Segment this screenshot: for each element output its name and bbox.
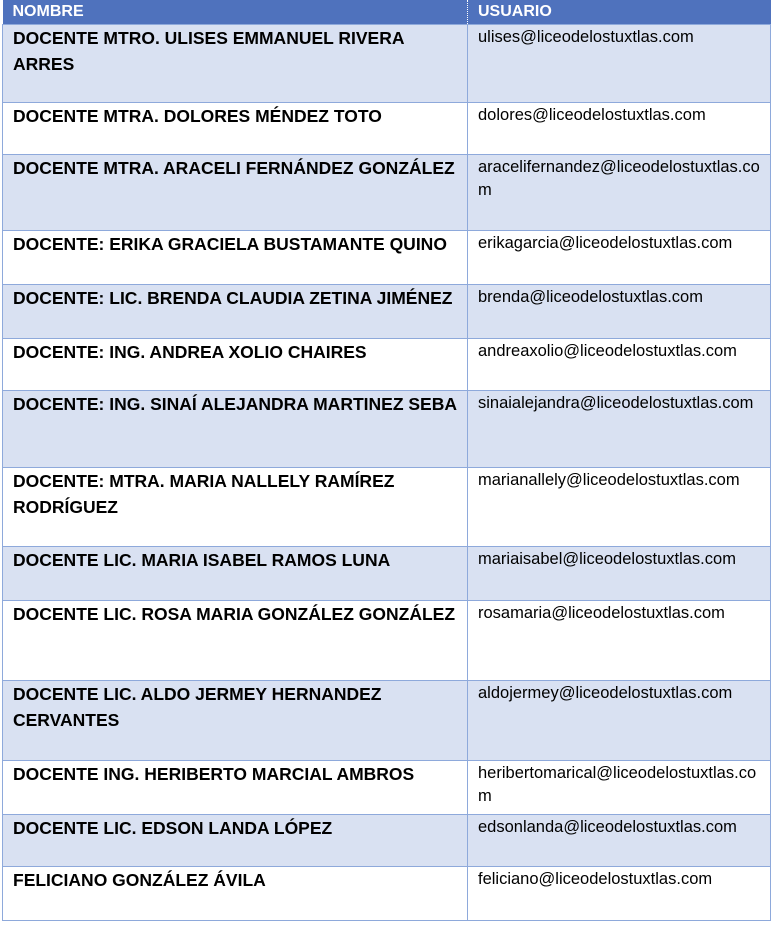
teacher-name: DOCENTE ING. HERIBERTO MARCIAL AMBROS bbox=[3, 761, 468, 815]
teacher-email: edsonlanda@liceodelostuxtlas.com bbox=[468, 815, 771, 867]
teacher-name: DOCENTE LIC. ROSA MARIA GONZÁLEZ GONZÁLEZ bbox=[3, 601, 468, 681]
header-name: NOMBRE bbox=[3, 0, 468, 25]
table-row bbox=[3, 601, 771, 681]
table-row bbox=[3, 103, 771, 155]
teacher-name: DOCENTE MTRA. ARACELI FERNÁNDEZ GONZÁLEZ bbox=[3, 155, 468, 231]
table-header-row bbox=[3, 0, 771, 25]
teacher-email: ulises@liceodelostuxtlas.com bbox=[468, 25, 771, 103]
table-row bbox=[3, 761, 771, 815]
table-row bbox=[3, 547, 771, 601]
teacher-email: aldojermey@liceodelostuxtlas.com bbox=[468, 681, 771, 761]
table-row bbox=[3, 867, 771, 921]
table-row bbox=[3, 468, 771, 547]
table-row bbox=[3, 155, 771, 231]
teacher-email: marianallely@liceodelostuxtlas.com bbox=[468, 468, 771, 547]
table-row bbox=[3, 339, 771, 391]
teacher-name: DOCENTE: ING. ANDREA XOLIO CHAIRES bbox=[3, 339, 468, 391]
teacher-name: DOCENTE MTRO. ULISES EMMANUEL RIVERA ARRES bbox=[3, 25, 468, 103]
teacher-email: aracelifernandez@liceodelostuxtlas.com bbox=[468, 155, 771, 231]
table-row bbox=[3, 231, 771, 285]
header-user: USUARIO bbox=[468, 0, 771, 25]
table-row bbox=[3, 391, 771, 468]
table-row bbox=[3, 25, 771, 103]
teacher-email: sinaialejandra@liceodelostuxtlas.com bbox=[468, 391, 771, 468]
teacher-email: mariaisabel@liceodelostuxtlas.com bbox=[468, 547, 771, 601]
teacher-name: DOCENTE LIC. EDSON LANDA LÓPEZ bbox=[3, 815, 468, 867]
teacher-name: DOCENTE: ING. SINAÍ ALEJANDRA MARTINEZ SEBA bbox=[3, 391, 468, 468]
table-row bbox=[3, 815, 771, 867]
teacher-name: FELICIANO GONZÁLEZ ÁVILA bbox=[3, 867, 468, 921]
teacher-name: DOCENTE LIC. ALDO JERMEY HERNANDEZ CERVANTES bbox=[3, 681, 468, 761]
teacher-user-table bbox=[2, 0, 771, 921]
teacher-email: brenda@liceodelostuxtlas.com bbox=[468, 285, 771, 339]
teacher-name: DOCENTE LIC. MARIA ISABEL RAMOS LUNA bbox=[3, 547, 468, 601]
teacher-name: DOCENTE: MTRA. MARIA NALLELY RAMÍREZ RODRÍGUEZ bbox=[3, 468, 468, 547]
teacher-name: DOCENTE: LIC. BRENDA CLAUDIA ZETINA JIMÉNEZ bbox=[3, 285, 468, 339]
teacher-email: rosamaria@liceodelostuxtlas.com bbox=[468, 601, 771, 681]
teacher-email: dolores@liceodelostuxtlas.com bbox=[468, 103, 771, 155]
table-row bbox=[3, 681, 771, 761]
teacher-email: erikagarcia@liceodelostuxtlas.com bbox=[468, 231, 771, 285]
teacher-name: DOCENTE: ERIKA GRACIELA BUSTAMANTE QUINO bbox=[3, 231, 468, 285]
teacher-name: DOCENTE MTRA. DOLORES MÉNDEZ TOTO bbox=[3, 103, 468, 155]
teacher-email: feliciano@liceodelostuxtlas.com bbox=[468, 867, 771, 921]
teacher-email: andreaxolio@liceodelostuxtlas.com bbox=[468, 339, 771, 391]
table-row bbox=[3, 285, 771, 339]
teacher-email: heribertomarical@liceodelostuxtlas.com bbox=[468, 761, 771, 815]
